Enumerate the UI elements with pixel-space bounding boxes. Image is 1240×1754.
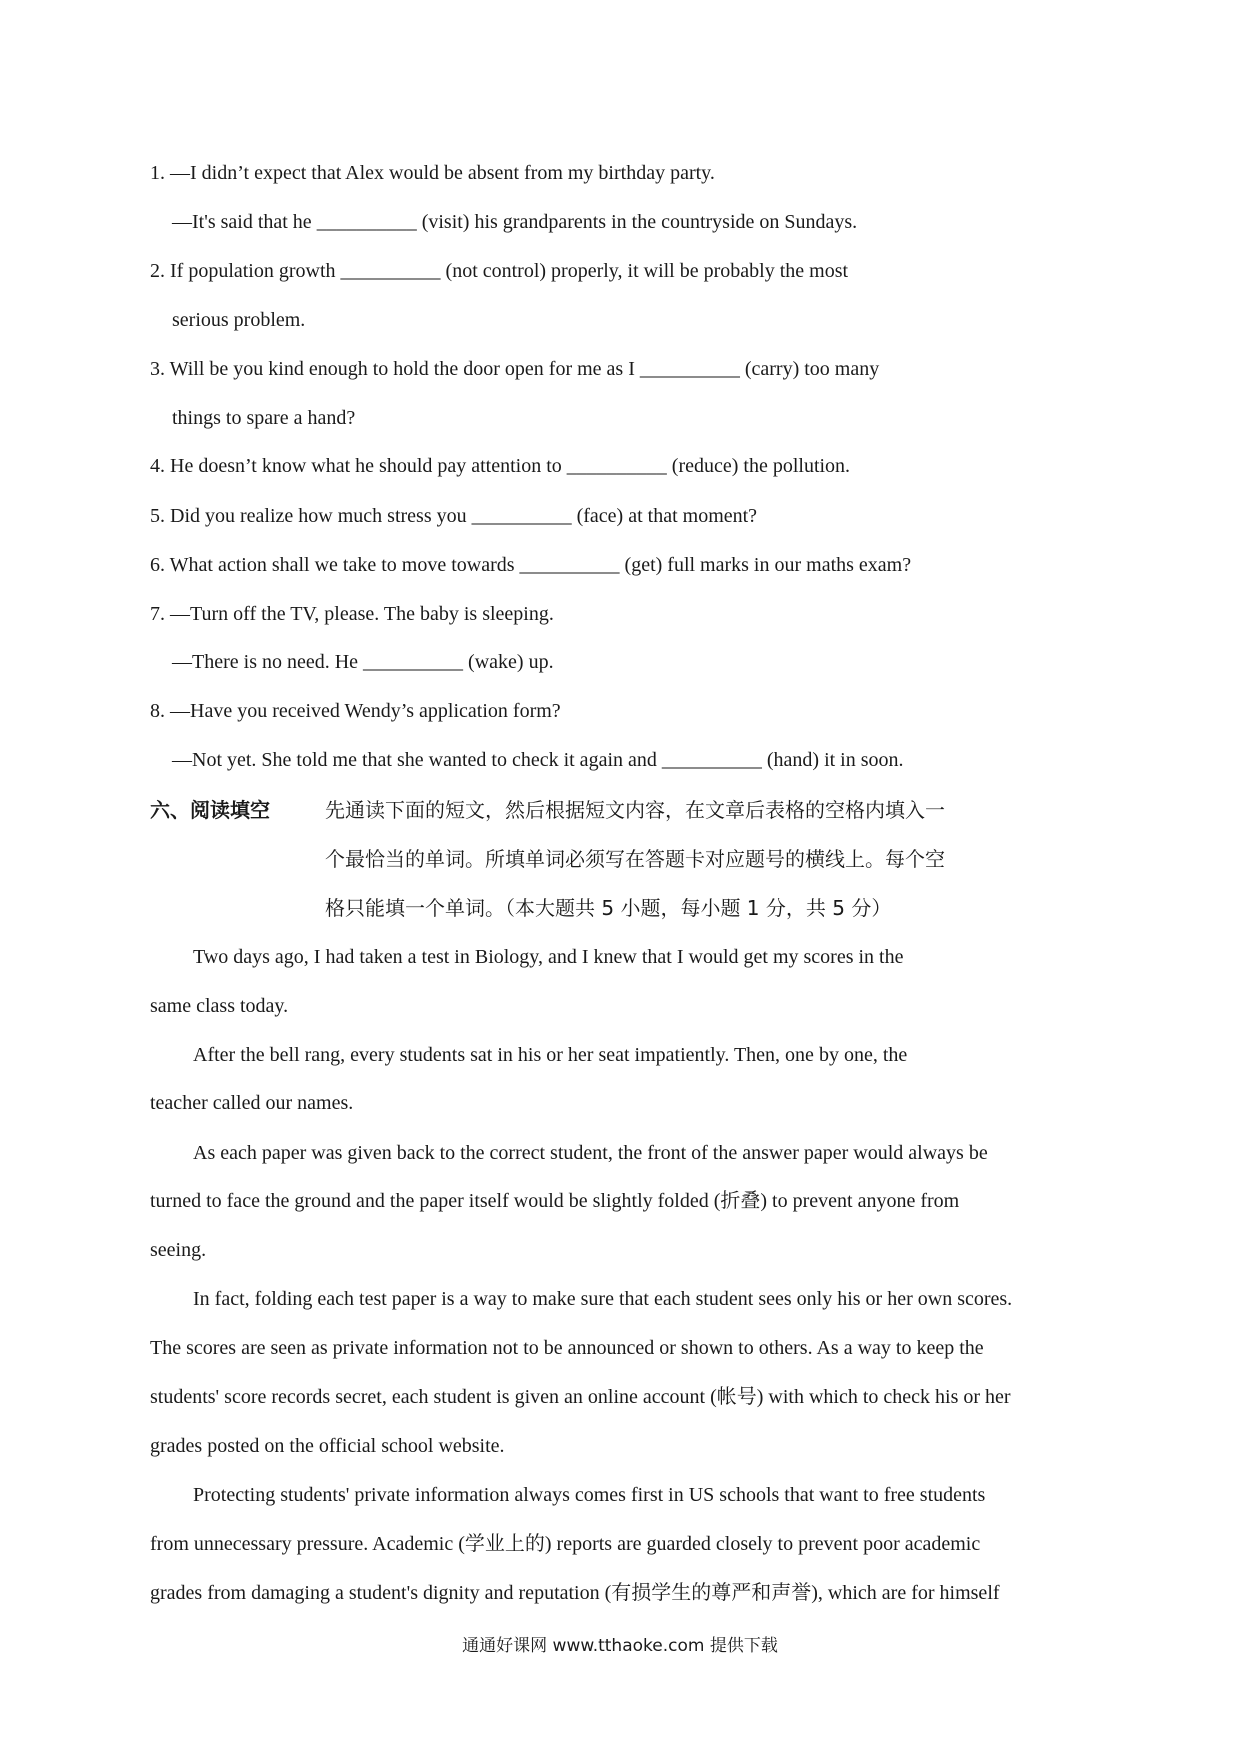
question-4: 4. He doesn’t know what he should pay attention to __________ (reduce) the pollution. [150,455,851,477]
passage-p5-line3: grades from damaging a student's dignity and reputation (有损学生的尊严和声誉), which are for himself [150,1582,1000,1604]
question-1-answer-line: —It's said that he __________ (visit) his grandparents in the countryside on Sundays. [172,211,858,233]
passage-p1-line1: Two days ago, I had taken a test in Biology, and I knew that I would get my scores in the [193,946,904,968]
section-instructions-line-2: 个最恰当的单词。所填单词必须写在答题卡对应题号的横线上。每个空 [325,847,945,871]
question-1-prompt: 1. —I didn’t expect that Alex would be absent from my birthday party. [150,162,715,184]
section-instructions-line-1: 先通读下面的短文，然后根据短文内容，在文章后表格的空格内填入一 [325,798,945,822]
question-2-line1: 2. If population growth __________ (not control) properly, it will be probably the most [150,260,849,282]
section-heading: 六、阅读填空 [150,798,270,822]
passage-p3-line2: turned to face the ground and the paper itself would be slightly folded (折叠) to prevent anyone from [150,1190,960,1212]
passage-p4-line2: The scores are seen as private information not to be announced or shown to others. As a way to keep the [150,1337,984,1359]
passage-p4-line4: grades posted on the official school website. [150,1435,505,1457]
passage-p5-line1: Protecting students' private information always comes first in US schools that want to free students [193,1484,986,1506]
question-6: 6. What action shall we take to move towards __________ (get) full marks in our maths exam? [150,554,912,576]
passage-p3-line3: seeing. [150,1239,207,1261]
question-7-prompt: 7. —Turn off the TV, please. The baby is sleeping. [150,603,554,625]
passage-p5-line2: from unnecessary pressure. Academic (学业上的) reports are guarded closely to prevent poor academic [150,1533,981,1555]
question-3-line2: things to spare a hand? [172,407,356,429]
question-3-line1: 3. Will be you kind enough to hold the door open for me as I __________ (carry) too many [150,358,880,380]
passage-p2-line2: teacher called our names. [150,1092,354,1114]
passage-p4-line3: students' score records secret, each student is given an online account (帐号) with which to check his or her [150,1386,1011,1408]
question-8-answer-line: —Not yet. She told me that she wanted to check it again and __________ (hand) it in soon. [172,749,904,771]
page-footer: 通通好课网 www.tthaoke.com 提供下载 [462,1636,778,1656]
question-5: 5. Did you realize how much stress you __________ (face) at that moment? [150,505,758,527]
passage-p1-line2: same class today. [150,995,289,1017]
section-instructions-line-3: 格只能填一个单词。（本大题共 5 小题，每小题 1 分，共 5 分） [325,896,892,920]
passage-p4-line1: In fact, folding each test paper is a way to make sure that each student sees only his or her own scores. [193,1288,1013,1310]
question-7-answer-line: —There is no need. He __________ (wake) up. [172,651,554,673]
question-2-line2: serious problem. [172,309,306,331]
question-8-prompt: 8. —Have you received Wendy’s application form? [150,700,561,722]
passage-p2-line1: After the bell rang, every students sat in his or her seat impatiently. Then, one by one, the [193,1044,908,1066]
passage-p3-line1: As each paper was given back to the correct student, the front of the answer paper would always be [193,1142,988,1164]
